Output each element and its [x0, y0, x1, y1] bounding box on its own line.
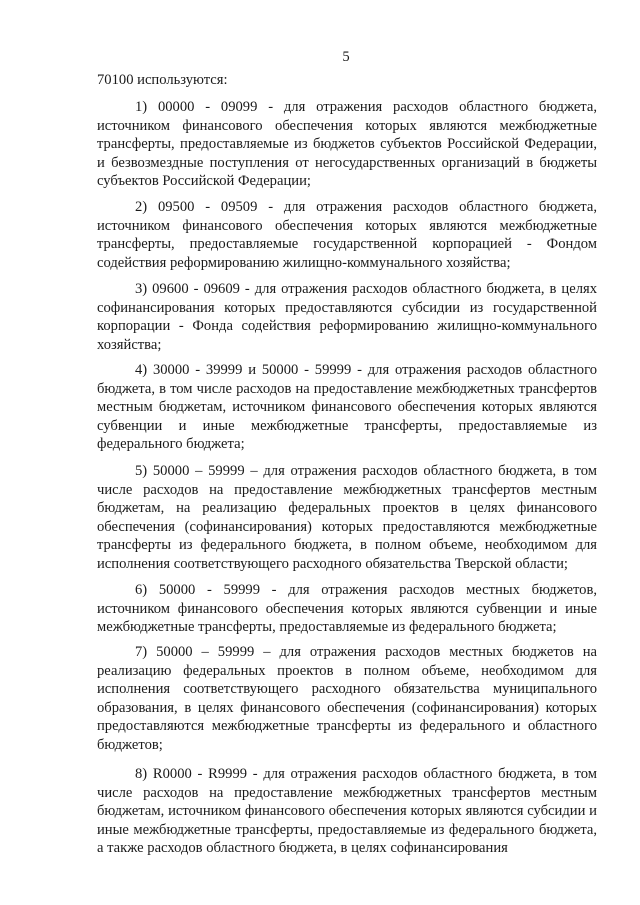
list-item: 7) 50000 – 59999 – для отражения расходов местных бюджетов на реализацию федеральных проектов в полном объеме, необходимом для исполнения соответствующего расходного обязательства муниципального образования, в целях финансового обеспечения (софинансирования) которых предоставляются межбюджетные трансферты из федерального и областного бюджетов; — [97, 644, 597, 753]
list-item: 6) 50000 - 59999 - для отражения расходов местных бюджетов, источником финансового обеспечения которых являются субвенции и иные межбюджетные трансферты, предоставляемые из федерального бюджета; — [97, 582, 597, 635]
list-item: 4) 30000 - 39999 и 50000 - 59999 - для отражения расходов областного бюджета, в том числе расходов на предоставление межбюджетных трансфертов местным бюджетам, источником финансового обеспечения которых являются субвенции и иные межбюджетные трансферты, предоставляемые из федерального бюджета; — [97, 362, 597, 452]
list-item: 1) 00000 - 09099 - для отражения расходов областного бюджета, источником финансового обеспечения которых являются межбюджетные трансферты, предоставляемые из бюджетов субъектов Российской Федерации, и безвозмездные поступления от негосударственных организаций в бюджеты субъектов Российской Федерации; — [97, 99, 597, 189]
list-item: 5) 50000 – 59999 – для отражения расходов областного бюджета, в том числе расходов на предоставление межбюджетных трансфертов местным бюджетам, на реализацию федеральных проектов в целях финансового обеспечения (софинансирования) которых предоставляются межбюджетные трансферты из федерального бюджета, в полном объеме, необходимом для исполнения соответствующего расходного обязательства Тверской области; — [97, 463, 597, 572]
list-item: 8) R0000 - R9999 - для отражения расходов областного бюджета, в том числе расходов на предоставление межбюджетных трансфертов местным бюджетам, источником финансового обеспечения которых являются субсидии и иные межбюджетные трансферты, предоставляемые из федерального бюджета, а также расходов областного бюджета, в целях софинансирования — [97, 766, 597, 856]
list-item: 3) 09600 - 09609 - для отражения расходов областного бюджета, в целях софинансирования которых предоставляются субсидии из государственной корпорации - Фонда содействия реформированию жилищно-коммунального хозяйства; — [97, 281, 597, 353]
page-number: 5 — [342, 49, 350, 65]
lead-text: 70100 используются: — [97, 72, 228, 88]
list-item: 2) 09500 - 09509 - для отражения расходов областного бюджета, источником финансового обеспечения которых являются межбюджетные трансферты, предоставляемые государственной корпорацией - Фондом содействия реформированию жилищно-коммунального хозяйства; — [97, 199, 597, 271]
